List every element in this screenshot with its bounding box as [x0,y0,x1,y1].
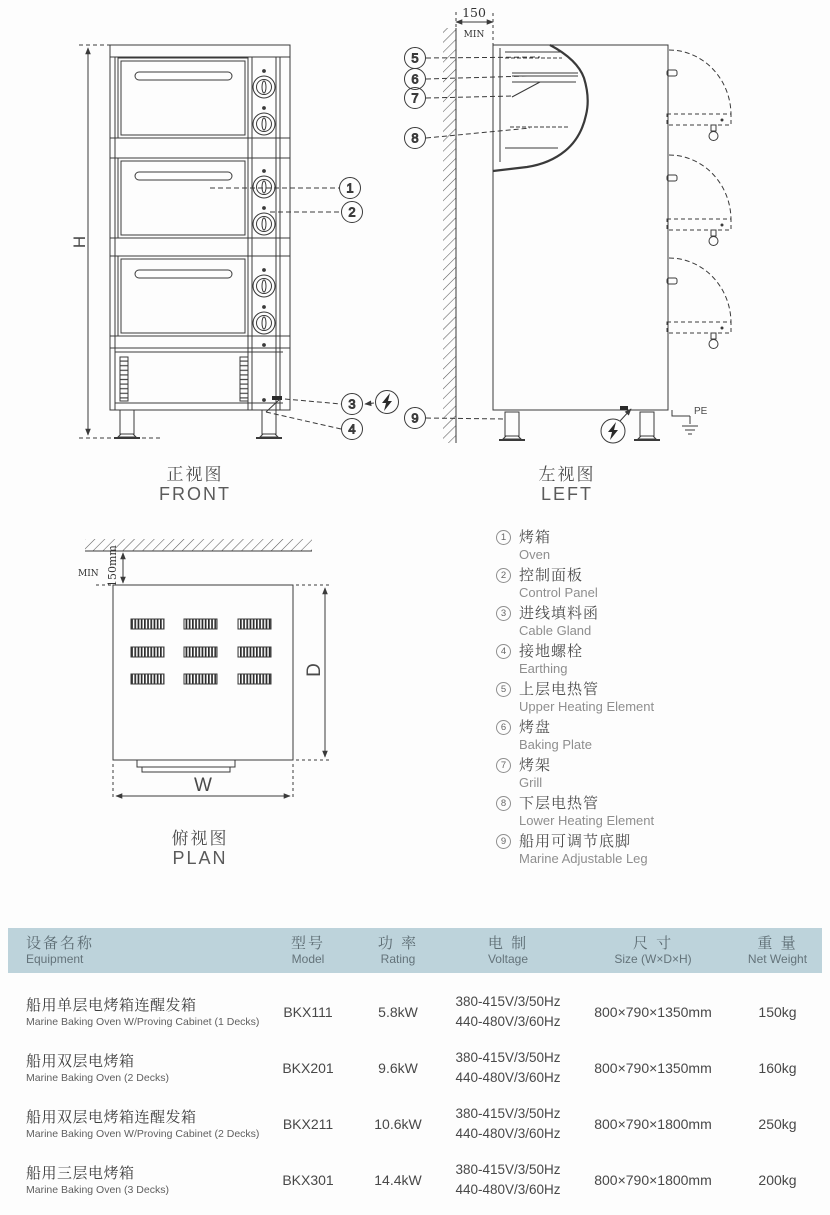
callout-8: 8 [411,130,419,146]
legend-item-baking-plate [496,718,796,752]
cell-model: BKX211 [282,1116,334,1132]
cell-weight: 200kg [758,1172,797,1188]
legend-zh-2: 控制面板 [519,567,584,584]
cell-model: BKX301 [282,1172,334,1188]
cell-weight: 150kg [758,1004,797,1020]
legend-item-upper-heating [496,680,796,714]
callout-1: 1 [346,180,354,196]
vent-grilles [131,619,271,684]
dim-d: D [304,663,325,677]
legend-zh-9: 船用可调节底脚 [519,833,632,850]
legend-item-cable-gland [496,604,796,638]
dim-h: H [70,235,89,249]
cell-rating: 10.6kW [374,1116,422,1132]
legend-num-1: 1 [496,530,511,545]
legend-zh-6: 烤盘 [519,719,552,736]
legend-en-8: Lower Heating Element [519,813,655,828]
header-equipment: 设备名称 Equipment [26,935,95,966]
cell-name: 船用单层电烤箱连醒发箱 Marine Baking Oven W/Proving Cabinet (1 Decks) [26,996,260,1028]
header-voltage: 电 制 Voltage [487,935,529,966]
front-view-label-zh: 正视图 [166,465,224,484]
header-model: 型号 Model [290,935,325,966]
cell-weight: 250kg [758,1116,797,1132]
plan-view-label-en: PLAN [172,848,228,868]
front-view-drawing [79,45,290,438]
parts-legend [496,528,796,870]
callout-7: 7 [411,90,419,106]
cell-size: 800×790×1800mm [594,1116,712,1132]
legend-num-8: 8 [496,796,511,811]
left-view-drawing [443,12,731,443]
legend-num-9: 9 [496,834,511,849]
electrical-connection-icon-left [601,409,631,443]
door-swing-2 [667,155,731,246]
earth-label: PE [694,406,708,417]
legend-num-5: 5 [496,682,511,697]
cell-rating: 5.8kW [378,1004,418,1020]
cell-rating: 14.4kW [374,1172,422,1188]
door-swing-1 [667,50,731,141]
cell-model: BKX201 [282,1060,334,1076]
cell-rating: 9.6kW [378,1060,418,1076]
dim-side-clearance: 150 [462,5,486,20]
legend-num-3: 3 [496,606,511,621]
legend-num-2: 2 [496,568,511,583]
legend-item-grill [496,756,796,790]
callout-3: 3 [348,396,356,412]
callout-4: 4 [348,421,356,437]
dim-back-clearance: 150mm [106,545,119,587]
cell-model: BKX111 [283,1004,333,1020]
cell-name: 船用三层电烤箱 Marine Baking Oven (3 Decks) [26,1164,169,1196]
left-view-label-zh: 左视图 [538,465,596,484]
legend-en-3: Cable Gland [519,623,592,638]
legend-num-7: 7 [496,758,511,773]
cell-voltage: 380-415V/3/50Hz 440-480V/3/60Hz [455,993,561,1029]
left-view-label-en: LEFT [540,484,594,504]
cell-voltage: 380-415V/3/50Hz 440-480V/3/60Hz [455,1161,561,1197]
legend-en-1: Oven [519,547,551,562]
cell-size: 800×790×1800mm [594,1172,712,1188]
legend-zh-8: 下层电热管 [519,795,600,812]
electrical-connection-icon [365,391,399,414]
callout-6: 6 [411,71,419,87]
legend-en-9: Marine Adjustable Leg [519,851,648,866]
header-net-weight: 重 量 Net Weight [747,935,808,966]
legend-zh-7: 烤架 [519,757,552,774]
front-view-callouts [210,178,399,440]
table-header-row [8,928,822,973]
table-row [8,1040,822,1096]
legend-zh-4: 接地螺栓 [519,643,584,660]
legend-zh-1: 烤箱 [519,529,552,546]
table-row [8,984,822,1040]
table-row [8,1152,822,1208]
front-view-label-en: FRONT [159,484,231,504]
legend-item-control-panel [496,566,796,600]
left-view-callouts [405,48,541,429]
cell-name: 船用双层电烤箱连醒发箱 Marine Baking Oven W/Proving Cabinet (2 Decks) [26,1108,260,1140]
legend-item-adjustable-leg [496,832,796,866]
table-row [8,1096,822,1152]
legend-en-6: Baking Plate [519,737,592,752]
callout-2: 2 [348,204,356,220]
legend-en-4: Earthing [519,661,568,676]
cell-size: 800×790×1350mm [594,1004,712,1020]
cell-voltage: 380-415V/3/50Hz 440-480V/3/60Hz [455,1105,561,1141]
plan-view-drawing [85,539,332,800]
legend-item-earthing [496,642,796,676]
legend-num-4: 4 [496,644,511,659]
legend-item-oven [496,528,796,562]
legend-zh-5: 上层电热管 [519,681,600,698]
legend-num-6: 6 [496,720,511,735]
legend-item-lower-heating [496,794,796,828]
legend-en-2: Control Panel [519,585,598,600]
legend-en-7: Grill [519,775,543,790]
specification-table [8,928,822,1208]
header-size: 尺 寸 Size (W×D×H) [614,935,692,966]
cell-weight: 160kg [758,1060,797,1076]
dim-side-clearance-min: MIN [463,30,485,40]
legend-zh-3: 进线填料函 [519,605,600,622]
table-body [8,973,822,1208]
dim-back-clearance-min: MIN [78,569,99,579]
dim-w: W [194,775,212,796]
legend-en-5: Upper Heating Element [519,699,655,714]
header-rating: 功 率 Rating [377,935,419,966]
door-swing-3 [667,258,731,349]
cell-size: 800×790×1350mm [594,1060,712,1076]
plan-view-label-zh: 俯视图 [171,829,229,848]
cell-name: 船用双层电烤箱 Marine Baking Oven (2 Decks) [26,1052,169,1084]
callout-5: 5 [411,50,419,66]
callout-9: 9 [411,410,419,426]
cell-voltage: 380-415V/3/50Hz 440-480V/3/60Hz [455,1049,561,1085]
